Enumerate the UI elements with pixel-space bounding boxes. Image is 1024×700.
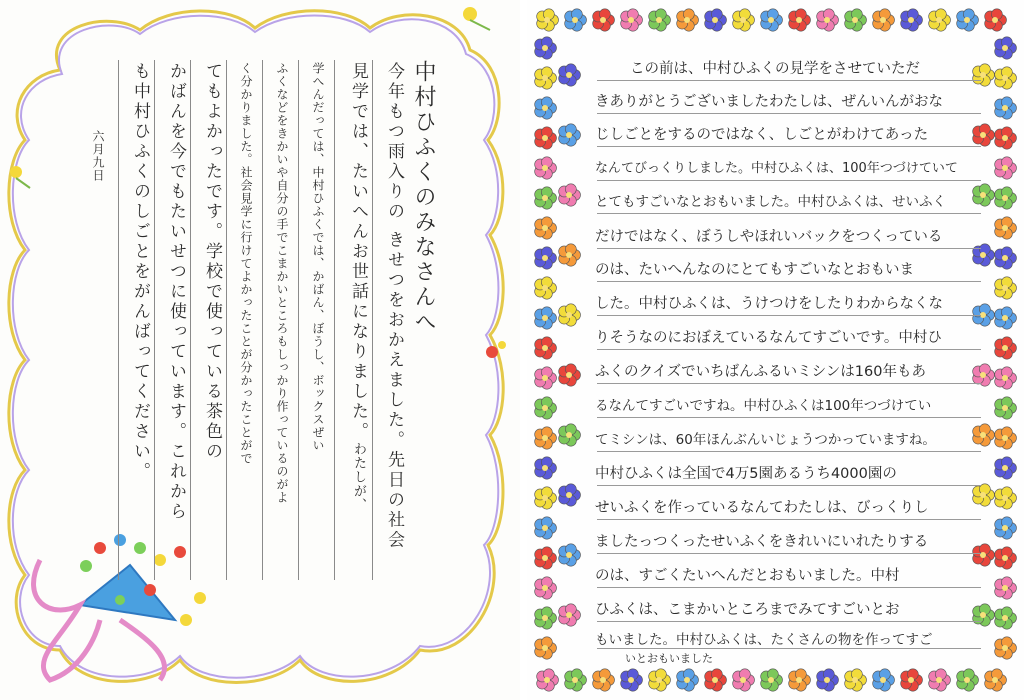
- ruled-line: [597, 587, 981, 588]
- ruled-line: [597, 146, 981, 147]
- border-flower: [873, 9, 895, 31]
- border-flower: [973, 604, 995, 626]
- border-flower: [973, 544, 995, 566]
- border-flower: [995, 217, 1017, 239]
- border-flower: [559, 244, 581, 266]
- border-flower: [995, 337, 1017, 359]
- border-flower: [957, 669, 979, 691]
- border-flower: [677, 669, 699, 691]
- letter-column: く分かりました。社会見学に行けてよかったことが分かったことがで: [239, 62, 253, 465]
- border-flower: [535, 607, 557, 629]
- border-flower: [973, 124, 995, 146]
- border-flower: [995, 277, 1017, 299]
- border-flower: [995, 187, 1017, 209]
- border-flower: [789, 9, 811, 31]
- border-flower: [995, 457, 1017, 479]
- border-flower: [901, 669, 923, 691]
- border-flower: [537, 9, 559, 31]
- border-flower: [733, 9, 755, 31]
- flower-top-right: [463, 7, 477, 21]
- letter-column: 学へんだっては、中村ひふくでは、かばん、ぼうし、ボックスぜい: [311, 62, 325, 452]
- border-flower: [761, 669, 783, 691]
- letter-line: した。中村ひふくは、うけつけをしたりわからなくな: [595, 296, 943, 312]
- letter-line: のは、たいへんなのにとてもすごいなとおもいま: [595, 262, 914, 278]
- letter-line: せいふくを作っているなんてわたしは、びっくりし: [595, 500, 929, 516]
- border-flower: [559, 364, 581, 386]
- border-flower: [995, 517, 1017, 539]
- letter-column: 見学では、たいへんお世話になりました。わたしが、: [348, 62, 368, 512]
- ruled-line: [597, 248, 981, 249]
- ruled-line: [597, 621, 981, 622]
- border-flower: [535, 277, 557, 299]
- border-flower: [995, 127, 1017, 149]
- border-flower: [705, 669, 727, 691]
- ruled-line: [597, 485, 981, 486]
- border-flower: [535, 157, 557, 179]
- letter-line: もいました。中村ひふくは、たくさんの物を作ってすご: [595, 632, 933, 648]
- letter-line: 中村ひふくは全国で4万5園あるうち4000園の: [595, 466, 897, 482]
- letter-line: るなんてすごいですね。中村ひふくは100年つづけてい: [595, 398, 932, 414]
- border-flower: [535, 97, 557, 119]
- border-flower: [649, 9, 671, 31]
- letter-column: てもよかったです。学校で使っている茶色の: [202, 62, 222, 462]
- border-flower: [929, 669, 951, 691]
- border-flower: [537, 669, 559, 691]
- ruled-line: [597, 451, 981, 452]
- border-flower: [535, 307, 557, 329]
- border-flower: [995, 247, 1017, 269]
- ruled-line: [597, 383, 981, 384]
- border-flower: [677, 9, 699, 31]
- letter-line: いとおもいました: [625, 652, 713, 665]
- border-flower: [535, 247, 557, 269]
- border-flower: [845, 669, 867, 691]
- border-flower: [535, 187, 557, 209]
- border-flower: [789, 669, 811, 691]
- page-gutter: [520, 0, 527, 700]
- letter-column: かばんを今でもたいせつに使っています。これから: [166, 62, 186, 522]
- border-flower: [995, 157, 1017, 179]
- ruled-line: [597, 417, 981, 418]
- border-flower: [985, 9, 1007, 31]
- letter-line: りそうなのにおぼえているなんてすごいです。中村ひ: [595, 330, 942, 346]
- ruled-line: [597, 519, 981, 520]
- letter-column: も中村ひふくのしごとをがんばってください。: [130, 62, 150, 482]
- letter-date: 六月九日: [91, 130, 105, 182]
- letter-line: この前は、中村ひふくの見学をさせていただ: [630, 61, 920, 77]
- border-flower: [995, 37, 1017, 59]
- letter-line: だけではなく、ぼうしやほれいバックをつくっている: [595, 229, 943, 245]
- border-flower: [845, 9, 867, 31]
- border-flower: [565, 9, 587, 31]
- border-flower: [535, 67, 557, 89]
- ruled-line: [597, 113, 981, 114]
- letter-line: てミシンは、60年ほんぶんいじょうつかっていますね。: [595, 432, 936, 448]
- border-flower: [995, 487, 1017, 509]
- border-flower: [559, 124, 581, 146]
- border-flower: [535, 457, 557, 479]
- border-flower: [985, 669, 1007, 691]
- border-flower: [621, 9, 643, 31]
- letter-line: なんてびっくりしました。中村ひふくは、100年つづけていて: [595, 161, 958, 176]
- border-flower: [995, 577, 1017, 599]
- flower-left: [10, 166, 22, 178]
- border-flower: [817, 9, 839, 31]
- border-flower: [705, 9, 727, 31]
- border-flower: [973, 484, 995, 506]
- ruled-line: [597, 349, 981, 350]
- border-flower: [593, 669, 615, 691]
- border-flower: [621, 669, 643, 691]
- border-flower: [995, 547, 1017, 569]
- border-flower: [565, 669, 587, 691]
- border-flower: [649, 669, 671, 691]
- border-flower: [559, 184, 581, 206]
- letter-column: 今年もつ雨入りの きせつをおかえました。先日の社会: [384, 62, 404, 551]
- ruled-line: [597, 180, 981, 181]
- letter-line: ましたっつくったせいふくをきれいにいれたりする: [595, 534, 929, 550]
- letter-line: じしごとをするのではなく、しごとがわけてあった: [595, 127, 929, 143]
- letter-line: のは、すごくたいへんだとおもいました。中村: [595, 568, 900, 584]
- border-flower: [995, 607, 1017, 629]
- ruled-line: [597, 648, 981, 649]
- border-flower: [995, 367, 1017, 389]
- border-flower: [535, 337, 557, 359]
- letter-line: きありがとうございましたわたしは、ぜんいんがおな: [595, 94, 943, 110]
- border-flower: [733, 669, 755, 691]
- border-flower: [535, 577, 557, 599]
- border-flower: [761, 9, 783, 31]
- border-flower: [995, 307, 1017, 329]
- side-note: わたしが、: [351, 442, 366, 512]
- ruled-line: [597, 315, 981, 316]
- letter-line: とてもすごいなとおもいました。中村ひふくは、せいふく: [595, 194, 946, 210]
- ruled-line: [597, 281, 981, 282]
- ruled-line: [597, 213, 981, 214]
- border-flower: [559, 544, 581, 566]
- border-flower: [535, 367, 557, 389]
- greeting: 中村ひふくのみなさんへ: [411, 60, 436, 335]
- border-flower: [535, 547, 557, 569]
- border-flower: [535, 637, 557, 659]
- border-flower: [995, 427, 1017, 449]
- border-flower: [559, 424, 581, 446]
- letter-line: ひふくは、こまかいところまでみてすごいとお: [595, 602, 900, 618]
- border-flower: [929, 9, 951, 31]
- border-flower: [559, 484, 581, 506]
- letter-column: ふくなどをきかいや自分の手でこまかいところもしっかり作っているのがよ: [275, 62, 289, 504]
- ruled-line: [597, 553, 981, 554]
- border-flower: [973, 184, 995, 206]
- border-flower: [535, 217, 557, 239]
- border-flower: [973, 424, 995, 446]
- border-flower: [901, 9, 923, 31]
- border-flower: [535, 37, 557, 59]
- letter-line: ふくのクイズでいちばんふるいミシンは160年もあ: [595, 364, 926, 380]
- border-flower: [995, 97, 1017, 119]
- border-flower: [593, 9, 615, 31]
- border-flower: [559, 304, 581, 326]
- border-flower: [957, 9, 979, 31]
- border-flower: [873, 669, 895, 691]
- border-flower: [559, 604, 581, 626]
- border-flower: [995, 397, 1017, 419]
- border-flower: [535, 397, 557, 419]
- flower-right: [486, 346, 498, 358]
- ruled-line: [597, 80, 981, 81]
- border-flower: [535, 487, 557, 509]
- border-flower: [817, 669, 839, 691]
- border-flower: [535, 517, 557, 539]
- border-flower: [535, 427, 557, 449]
- border-flower: [559, 64, 581, 86]
- border-flower: [535, 127, 557, 149]
